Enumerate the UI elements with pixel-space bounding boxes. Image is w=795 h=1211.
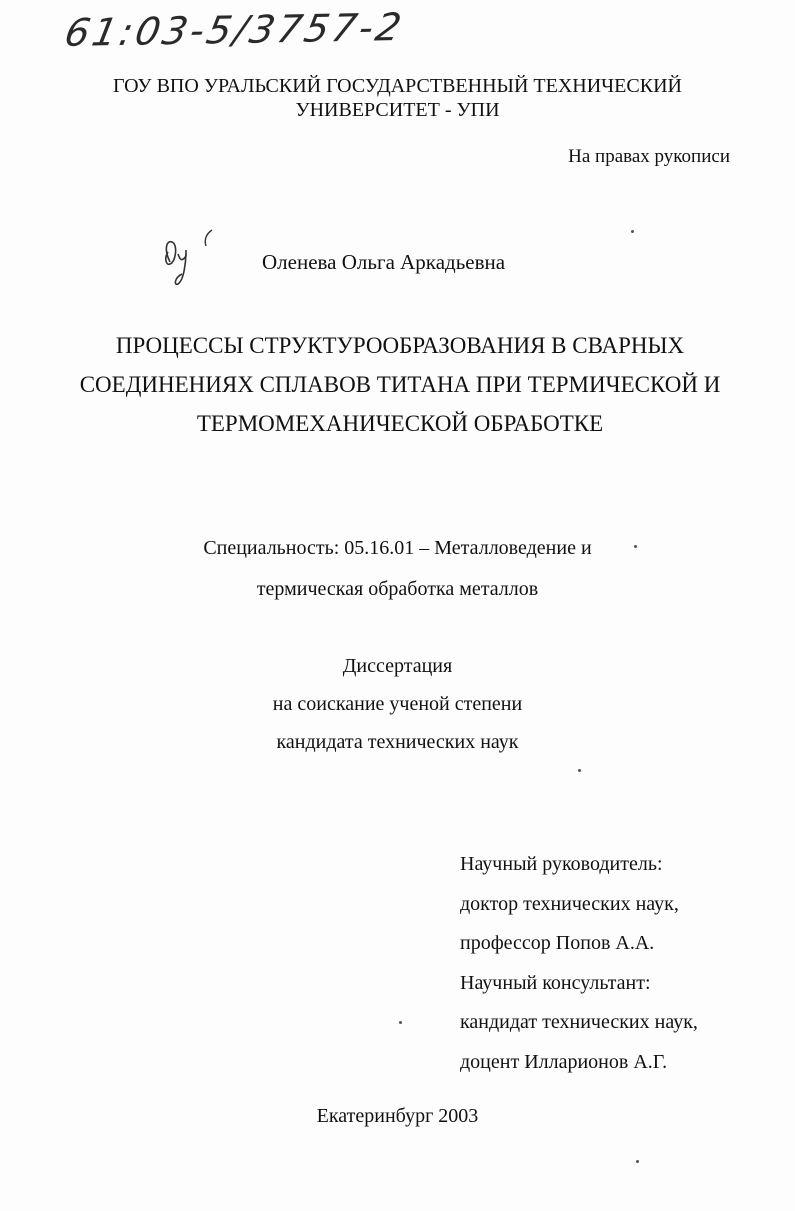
title-line-2: СОЕДИНЕНИЯХ СПЛАВОВ ТИТАНА ПРИ ТЕРМИЧЕСКОЙ И <box>79 372 721 397</box>
specialty-line-2: термическая обработка металлов <box>256 578 539 600</box>
institution-line-1: ГОУ ВПО УРАЛЬСКИЙ ГОСУДАРСТВЕННЫЙ ТЕХНИЧЕСКИЙ <box>113 75 682 97</box>
scan-speck <box>636 1160 639 1163</box>
scan-speck <box>634 545 637 548</box>
supervisor-role: Научный руководитель: <box>460 853 663 875</box>
institution-header <box>0 74 795 122</box>
scan-speck <box>631 230 634 233</box>
handwritten-initials-signature <box>156 222 226 292</box>
specialty-block <box>0 528 795 610</box>
institution-line-2: УНИВЕРСИТЕТ - УПИ <box>295 99 500 121</box>
handwritten-archive-code: 61:03-5/3757-2 <box>61 5 408 55</box>
author-name: Оленева Ольга Аркадьевна <box>262 250 506 274</box>
supervisors-block <box>460 845 698 1082</box>
title-line-3: ТЕРМОМЕХАНИЧЕСКОЙ ОБРАБОТКЕ <box>196 411 604 436</box>
consultant-role: Научный консультант: <box>460 971 651 994</box>
city-year: Екатеринбург 2003 <box>316 1105 479 1127</box>
manuscript-rights-note: На правах рукописи <box>568 146 730 167</box>
supervisor-name: профессор Попов А.А. <box>460 932 655 954</box>
degree-line-2: на соискание ученой степени <box>272 693 523 715</box>
title-line-1: ПРОЦЕССЫ СТРУКТУРООБРАЗОВАНИЯ В СВАРНЫХ <box>115 333 685 358</box>
degree-line-1: Диссертация <box>342 655 453 677</box>
supervisor-degree: доктор технических наук, <box>460 892 679 915</box>
specialty-line-1: Специальность: 05.16.01 – Металловедение и <box>203 537 592 559</box>
scan-speck <box>399 1021 402 1024</box>
scan-speck <box>578 769 581 772</box>
degree-line-3: кандидата технических наук <box>276 731 519 753</box>
degree-block <box>0 647 795 761</box>
consultant-degree: кандидат технических наук, <box>460 1011 698 1033</box>
dissertation-title <box>40 326 760 443</box>
consultant-name: доцент Илларионов А.Г. <box>460 1050 668 1073</box>
